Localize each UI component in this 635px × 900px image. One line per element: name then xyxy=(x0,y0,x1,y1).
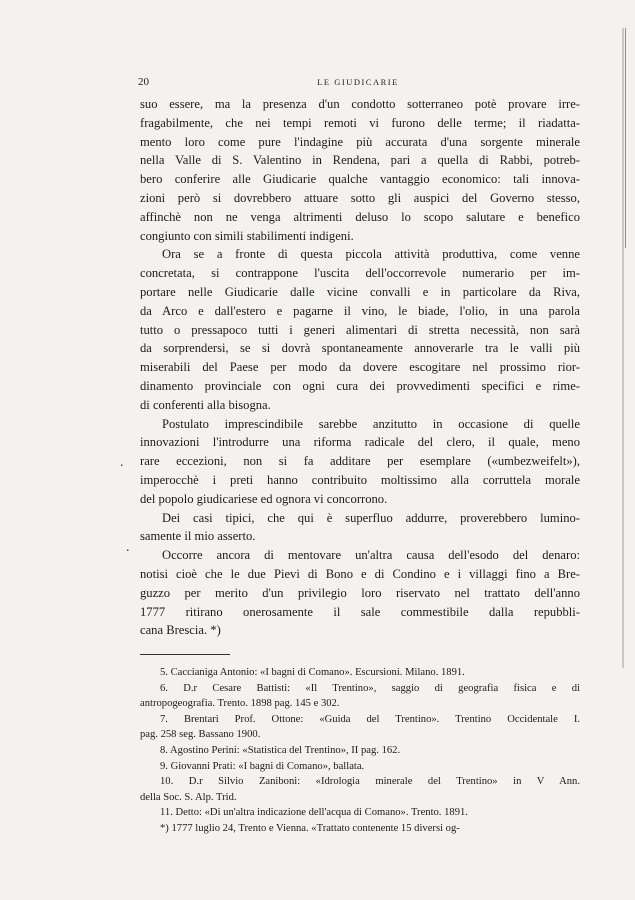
footnote-rule xyxy=(140,654,230,655)
footnote-line: 9. Giovanni Prati: «I bagni di Comano», ballata. xyxy=(160,760,365,772)
footnote xyxy=(140,665,580,681)
text-line: cana Brescia. *) xyxy=(140,623,221,638)
text-line: del popolo giudicariese ed ognora vi concorrono. xyxy=(140,491,388,506)
text-line: bero conferire alle Giudicarie qualche vantaggio economico: tali innova- xyxy=(140,172,580,187)
text-line: samente il mio asserto. xyxy=(140,529,256,544)
text-line: rare eccezioni, non si fa additare per esemplare («umbezweifelt»), xyxy=(140,454,580,469)
text-line: da Arco e dall'estero e pagarne il vino, le biade, l'olio, in una parola xyxy=(140,303,580,318)
footnote-line: 10. D.r Silvio Zaniboni: «Idrologia minerale del Trentino» in V Ann. xyxy=(160,776,580,788)
text-line: da sorprendersi, se si dovrà spontaneamente annoverarle tra le valli più xyxy=(140,341,580,356)
footnote xyxy=(140,805,580,821)
text-line: Ora se a fronte di questa piccola attività produttiva, come venne xyxy=(162,247,580,262)
footnote-line: 8. Agostino Perini: «Statistica del Trentino», II pag. 162. xyxy=(160,745,401,757)
text-line: 1777 ritirano onerosamente il sale commestibile dalla repubbli- xyxy=(140,604,580,619)
text-line: di conferenti alla bisogna. xyxy=(140,397,271,412)
text-line: affinchè non ne venga altrimenti deluso lo scopo salutare e benefico xyxy=(140,209,580,224)
text-line: nella Valle di S. Valentino in Rendena, pari a quella di Rabbi, potreb- xyxy=(140,153,580,168)
text-line: suo essere, ma la presenza d'un condotto sotterraneo potè provare irre- xyxy=(140,97,580,111)
paragraph xyxy=(140,245,580,414)
footnote xyxy=(140,759,580,775)
running-title: LE GIUDICARIE xyxy=(317,77,399,87)
text-line: guzzo per merito d'un privilegio loro riservato nel trattato dell'anno xyxy=(140,585,580,600)
text-line: imperocchè i preti hanno contribuito moltissimo alla corruttela morale xyxy=(140,472,580,487)
text-line: mento loro come pure l'indagine più accurata d'una sorgente minerale xyxy=(140,134,580,149)
footnote xyxy=(140,774,580,805)
text-line: miserabili del Paese per modo da dovere escogitare nel prossimo rior- xyxy=(140,360,580,375)
page-edge-shadow xyxy=(622,28,624,668)
footnote-line: antropogeografia. Trento. 1898 pag. 145 e 302. xyxy=(140,698,340,710)
footnote-line: pag. 258 seg. Bassano 1900. xyxy=(140,729,261,741)
footnote xyxy=(140,821,580,837)
paragraph xyxy=(140,546,580,640)
margin-mark: . xyxy=(126,540,130,555)
page-edge-line xyxy=(625,28,626,248)
text-line: Occorre ancora di mentovare un'altra causa dell'esodo del denaro: xyxy=(162,548,580,563)
footnote xyxy=(140,712,580,743)
text-line: concretata, si contrappone l'uscita dell'occorrevole numerario per im- xyxy=(140,266,580,281)
footnote xyxy=(140,743,580,759)
page-number: 20 xyxy=(138,76,149,88)
paragraph xyxy=(140,415,580,509)
footnote-line: della Soc. S. Alp. Trid. xyxy=(140,791,237,803)
paragraphs xyxy=(140,95,580,640)
text-line: fragabilmente, che nei tempi remoti vi furono delle terme; il riadatta- xyxy=(140,115,580,130)
footnote-line: 5. Caccianiga Antonio: «I bagni di Comano». Escursioni. Milano. 1891. xyxy=(160,667,465,679)
main-text xyxy=(140,95,580,837)
text-line: tutto o pressapoco tutti i generi alimentari di stretta necessità, non sarà xyxy=(140,322,580,337)
footnote-line: 7. Brentari Prof. Ottone: «Guida del Trentino». Trentino Occidentale I. xyxy=(160,713,580,725)
paragraph xyxy=(140,509,580,547)
text-line: Dei casi tipici, che qui è superfluo addurre, proverebbero lumino- xyxy=(162,510,580,525)
text-line: Postulato imprescindibile sarebbe anzitutto in occasione di quelle xyxy=(162,416,580,431)
text-line: notisi cioè che le due Pievi di Bono e di Condino e i villaggi fino a Bre- xyxy=(140,566,580,581)
page-header xyxy=(138,76,578,92)
text-line: dinamento provinciale con ogni cura dei provvedimenti specifici e rime- xyxy=(140,378,580,393)
footnote-line: *) 1777 luglio 24, Trento e Vienna. «Trattato contenente 15 diversi og- xyxy=(160,823,460,835)
footnote-line: 11. Detto: «Di un'altra indicazione dell'acqua di Comano». Trento. 1891. xyxy=(160,807,468,819)
paragraph xyxy=(140,95,580,245)
text-line: congiunto con simili stabilimenti indigeni. xyxy=(140,228,354,243)
footnotes xyxy=(140,665,580,837)
text-line: innovazioni l'introdurre una riforma radicale del clero, il quale, meno xyxy=(140,435,580,450)
text-line: portare nelle Giudicarie dalle vicine convalli e in particolare da Riva, xyxy=(140,284,580,299)
margin-mark: . xyxy=(120,455,124,470)
text-line: zioni però si dovrebbero attuare sotto gli auspici del Governo stesso, xyxy=(140,190,580,205)
footnote-line: 6. D.r Cesare Battisti: «Il Trentino», saggio di geografia fisica e di xyxy=(160,682,580,694)
footnote xyxy=(140,681,580,712)
